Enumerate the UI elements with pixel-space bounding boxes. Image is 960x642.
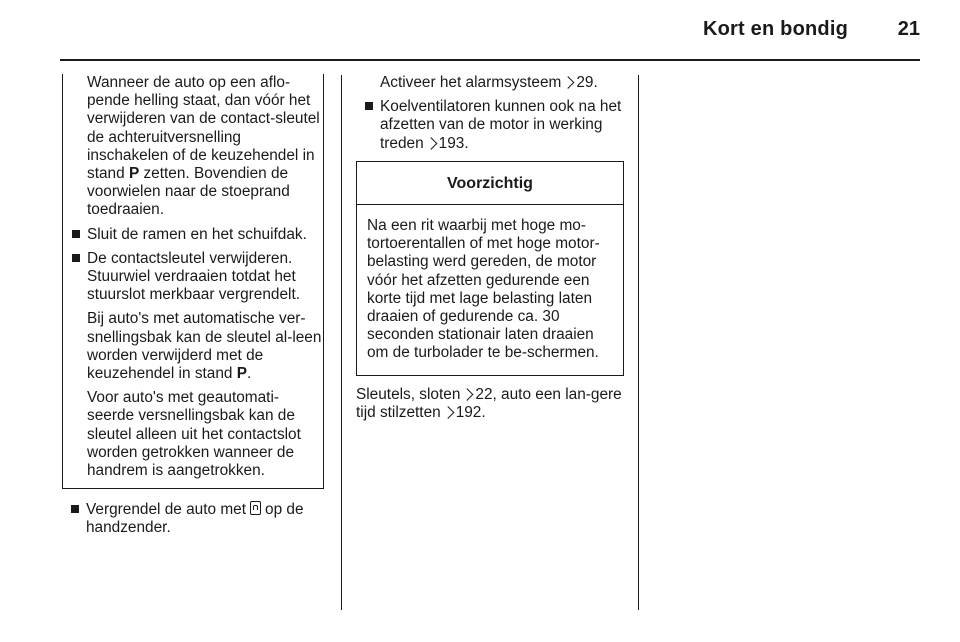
sub-paragraph-text: Bij auto's met automatische ver-snellingsbak kan de sleutel al-leen worden verwijderd met de keuzehendel in stand	[87, 310, 322, 383]
sub-paragraph-text: Voor auto's met geautomati-seerde versnellingsbak kan de sleutel alleen uit het contactslot worden getrokken wanneer de handrem is aangetrokken.	[87, 389, 301, 480]
page-reference[interactable]: 22, auto een lan-gere tijd stilzetten	[356, 385, 622, 421]
arrow-right-icon	[461, 388, 474, 401]
list-item-text: De contactsleutel verwijderen. Stuurwiel verdraaien totdat het stuurslot merkbaar vergrendelt.	[87, 249, 300, 304]
continued-paragraph	[63, 74, 323, 220]
list-item-text: Sluit de ramen en het schuifdak.	[87, 225, 307, 243]
bullet-square-icon	[71, 505, 79, 513]
continued-text: Wanneer de auto op een aflo-pende helling staat, dan vóór het verwijderen van de contact-sleutel de achteruitversnelling inschakelen of de keuzehendel in stand	[87, 74, 320, 183]
lock-icon	[250, 501, 261, 515]
arrow-right-icon	[441, 406, 454, 419]
reference-text: Sleutels, sloten	[356, 385, 461, 403]
sub-paragraph-end: .	[247, 365, 252, 383]
sub-paragraph-bold: P	[236, 365, 248, 383]
reference-paragraph	[356, 386, 624, 422]
bullet-square-icon	[365, 102, 373, 110]
continued-paragraph	[356, 74, 624, 92]
column-2	[356, 74, 624, 422]
arrow-right-icon	[424, 137, 437, 150]
page-reference[interactable]: 192.	[455, 403, 486, 421]
caution-box	[356, 161, 624, 376]
column-divider-1	[341, 75, 342, 610]
list-item	[63, 226, 323, 244]
framed-text-block	[62, 74, 324, 489]
sub-paragraph	[63, 389, 323, 480]
page-reference[interactable]: 193.	[438, 134, 469, 152]
column-1	[62, 74, 324, 538]
page-title: Kort en bondig	[703, 18, 848, 40]
list-item	[356, 98, 624, 153]
sub-paragraph	[63, 310, 323, 383]
page-number: 21	[897, 18, 920, 40]
header-divider	[60, 59, 920, 61]
caution-body: Na een rit waarbij met hoge mo-tortoerentallen of met hoge motor-belasting werd gereden, de motor vóór het afzetten gedurende een korte tijd met lage belasting laten draaien of gedurende ca. 30 seconden stationair laten draaien om de turbolader te be-schermen.	[367, 217, 600, 362]
column-divider-2	[638, 75, 639, 610]
list-item	[62, 501, 324, 537]
arrow-right-icon	[562, 76, 575, 89]
list-item-text: Koelventilatoren kunnen ook na het afzetten van de motor in werking treden	[380, 98, 622, 152]
list-item-text: Vergrendel de auto met	[86, 501, 247, 519]
caution-title: Voorzichtig	[357, 162, 623, 205]
continued-bold: P	[128, 165, 140, 183]
continued-tail: zetten. Bovendien de voorwielen naar de stoeprand toedraaien.	[87, 165, 290, 219]
list-item-text-end: op de handzender.	[86, 501, 304, 537]
list-item	[63, 250, 323, 305]
bullet-square-icon	[72, 254, 80, 262]
page-reference[interactable]: 29.	[576, 74, 598, 91]
bullet-square-icon	[72, 230, 80, 238]
continued-text: Activeer het alarmsysteem	[380, 74, 562, 91]
